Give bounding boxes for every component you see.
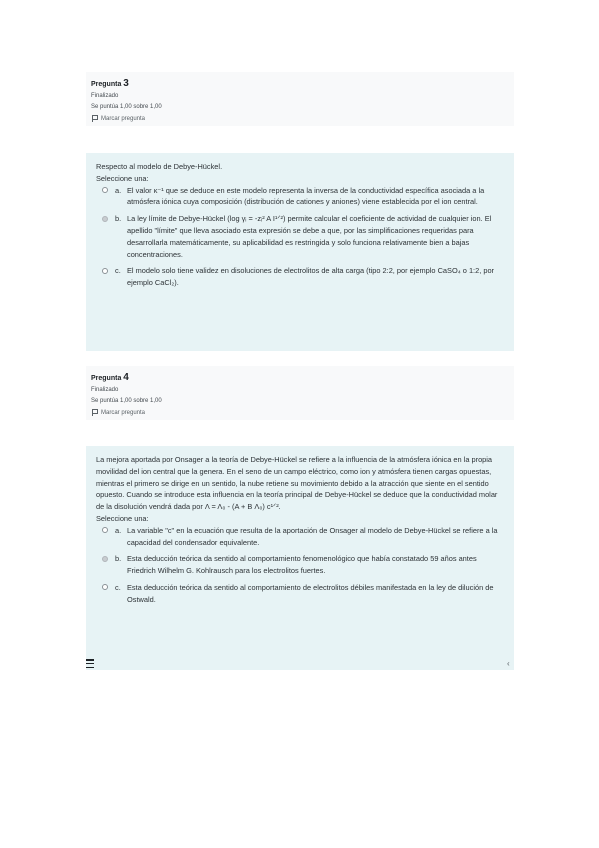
flag-question-4-link[interactable] (91, 409, 509, 416)
question-4-state: Finalizado (91, 387, 119, 393)
menu-icon[interactable] (86, 659, 94, 668)
radio-button[interactable] (102, 187, 108, 193)
radio-button-checked[interactable] (102, 216, 108, 222)
radio-button-checked[interactable] (102, 556, 108, 562)
question-4-option-a[interactable]: a. La variable "c" en la ecuación que resulta de la aportación de Onsager al modelo de Debye-Hückel se refiere a la capacidad del condensador equivalente. (96, 525, 504, 549)
question-4-option-b[interactable]: b. Esta deducción teórica da sentido al comportamiento fenomenológico que había constatado 59 años antes Friedrich Wilhelm G. Kohlrausch para los electrolitos fuertes. (96, 553, 504, 577)
question-4-prompt: Seleccione una: (96, 513, 149, 523)
flag-label: Marcar pregunta (101, 409, 146, 416)
question-4-option-c[interactable]: c. Esta deducción teórica da sentido al comportamiento de electrolitos débiles manifestada en la ley de dilución de Ostwald. (96, 582, 504, 606)
question-3-option-b[interactable]: b. La ley límite de Debye-Hückel (log γᵢ = -zᵢ² A I¹ᐟ²) permite calcular el coeficiente de actividad de cualquier ion. El apellido "límite" que lleva asociado esta expresión se debe a que, por las simplificaciones requeridas para desarrollarla matemáticamente, su aplicabilidad es restringida y solo funciona relativamente bien a bajas concentraciones. (96, 213, 504, 260)
question-3-content (86, 153, 514, 351)
question-3-answers (96, 185, 504, 289)
question-3-number: Pregunta 3 (91, 78, 129, 89)
question-3-prompt: Seleccione una: (96, 173, 149, 183)
question-3-option-a[interactable]: a. El valor κ⁻¹ que se deduce en este modelo representa la inversa de la conductividad específica asociada a la atmósfera iónica cuya composición (distribución de cationes y aniones) viene establecida por el ion central. (96, 185, 504, 209)
question-3-info (86, 72, 514, 126)
flag-label: Marcar pregunta (101, 115, 146, 122)
question-3-state: Finalizado (91, 93, 119, 99)
question-4-text: La mejora aportada por Onsager a la teoría de Debye-Hückel se refiere a la influencia de la atmósfera iónica en la propia movilidad del ion central que la genera. En el seno de un campo eléctrico, como ion y atmósfera tienen cargas opuestas, mientras el primero se dirige en un sentido, la nube retiene su movimiento debido a la atracción que siente en el sentido opuesto. Cuando se introduce esta influencia en la teoría principal de Debye-Hückel se deduce que la conductividad molar de la disolución vendrá dada por Λ = Λ₀ - (A + B Λ₀) c¹ᐟ². (96, 455, 498, 512)
question-4-answers (96, 525, 504, 606)
radio-button[interactable] (102, 584, 108, 590)
question-3-text: Respecto al modelo de Debye-Hückel. (96, 162, 223, 171)
question-4-number: Pregunta 4 (91, 372, 129, 383)
question-3-grade: Se puntúa 1,00 sobre 1,00 (91, 104, 162, 110)
radio-button[interactable] (102, 527, 108, 533)
flag-icon (91, 409, 98, 416)
question-3-option-c[interactable]: c. El modelo solo tiene validez en disoluciones de electrolitos de alta carga (tipo 2:2, por ejemplo CaSO₄ o 1:2, por ejemplo CaCl₂). (96, 265, 504, 289)
flag-question-3-link[interactable] (91, 115, 509, 122)
radio-button[interactable] (102, 268, 108, 274)
flag-icon (91, 115, 98, 122)
question-4-grade: Se puntúa 1,00 sobre 1,00 (91, 398, 162, 404)
question-4-content (86, 446, 514, 670)
chevron-left-icon[interactable]: ‹ (507, 659, 510, 668)
question-4-info (86, 366, 514, 420)
